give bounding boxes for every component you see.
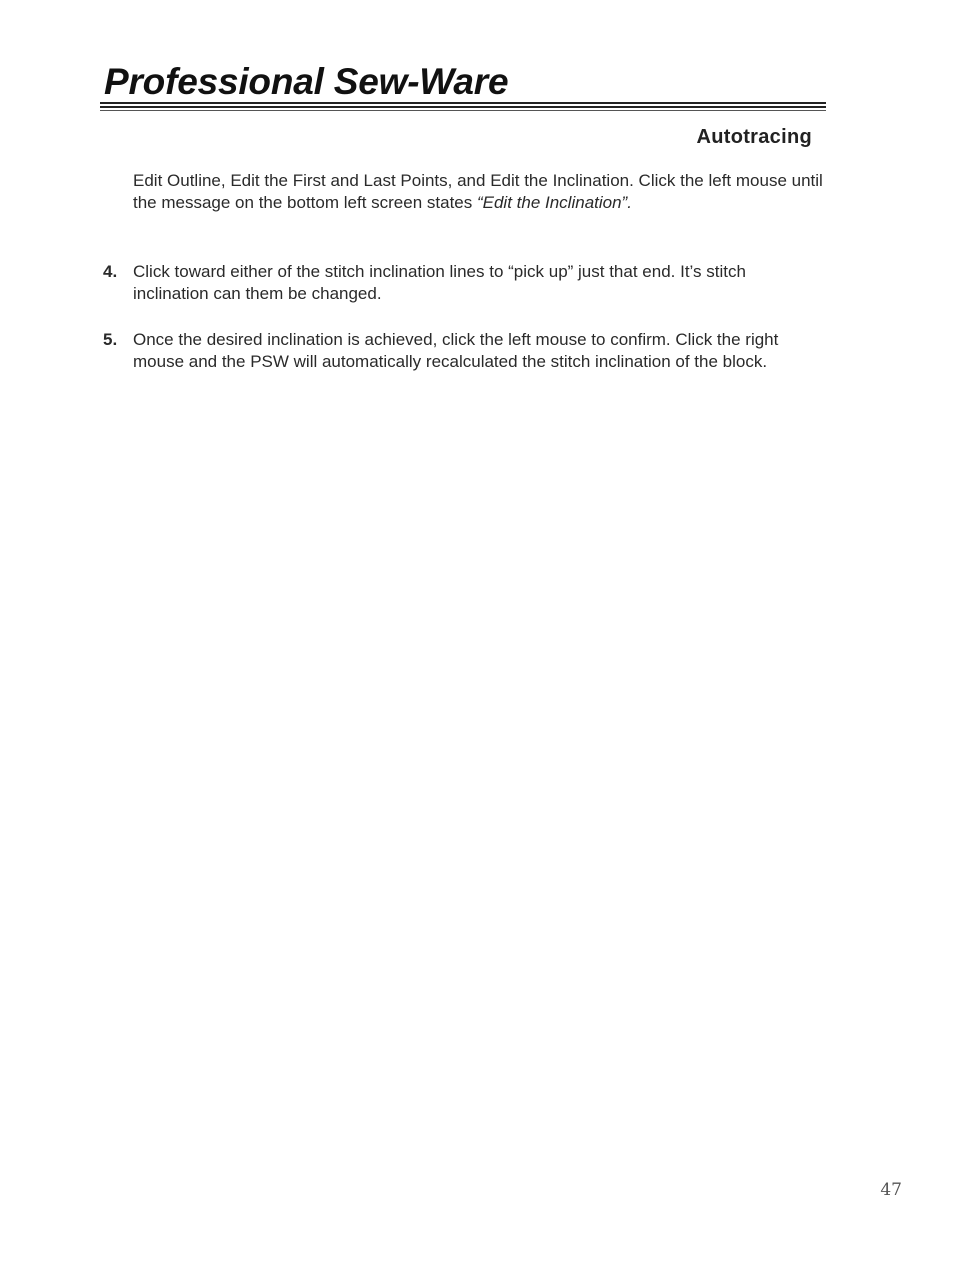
header-rule-middle	[100, 106, 826, 108]
intro-emphasis: “Edit the Inclination”.	[476, 193, 632, 212]
page-header	[104, 60, 826, 104]
intro-text: Edit Outline, Edit the First and Last Points, and Edit the Inclination. Click the left mouse until the message on the bottom left screen states	[133, 171, 823, 212]
step-text: Once the desired inclination is achieved, click the left mouse to confirm. Click the right mouse and the PSW will automatically recalculated the stitch inclination of the block.	[133, 330, 779, 371]
page-number: 47	[880, 1180, 902, 1200]
header-rule-top	[100, 102, 826, 104]
document-title: Professional Sew-Ware	[104, 61, 509, 102]
section-title: Autotracing	[696, 126, 812, 148]
step-number: 5.	[103, 330, 118, 349]
step-text: Click toward either of the stitch inclination lines to “pick up” just that end. It’s stitch inclination can them be changed.	[133, 262, 746, 303]
step-number: 4.	[103, 262, 118, 281]
intro-paragraph	[133, 170, 823, 214]
header-rule-bottom	[100, 110, 826, 111]
